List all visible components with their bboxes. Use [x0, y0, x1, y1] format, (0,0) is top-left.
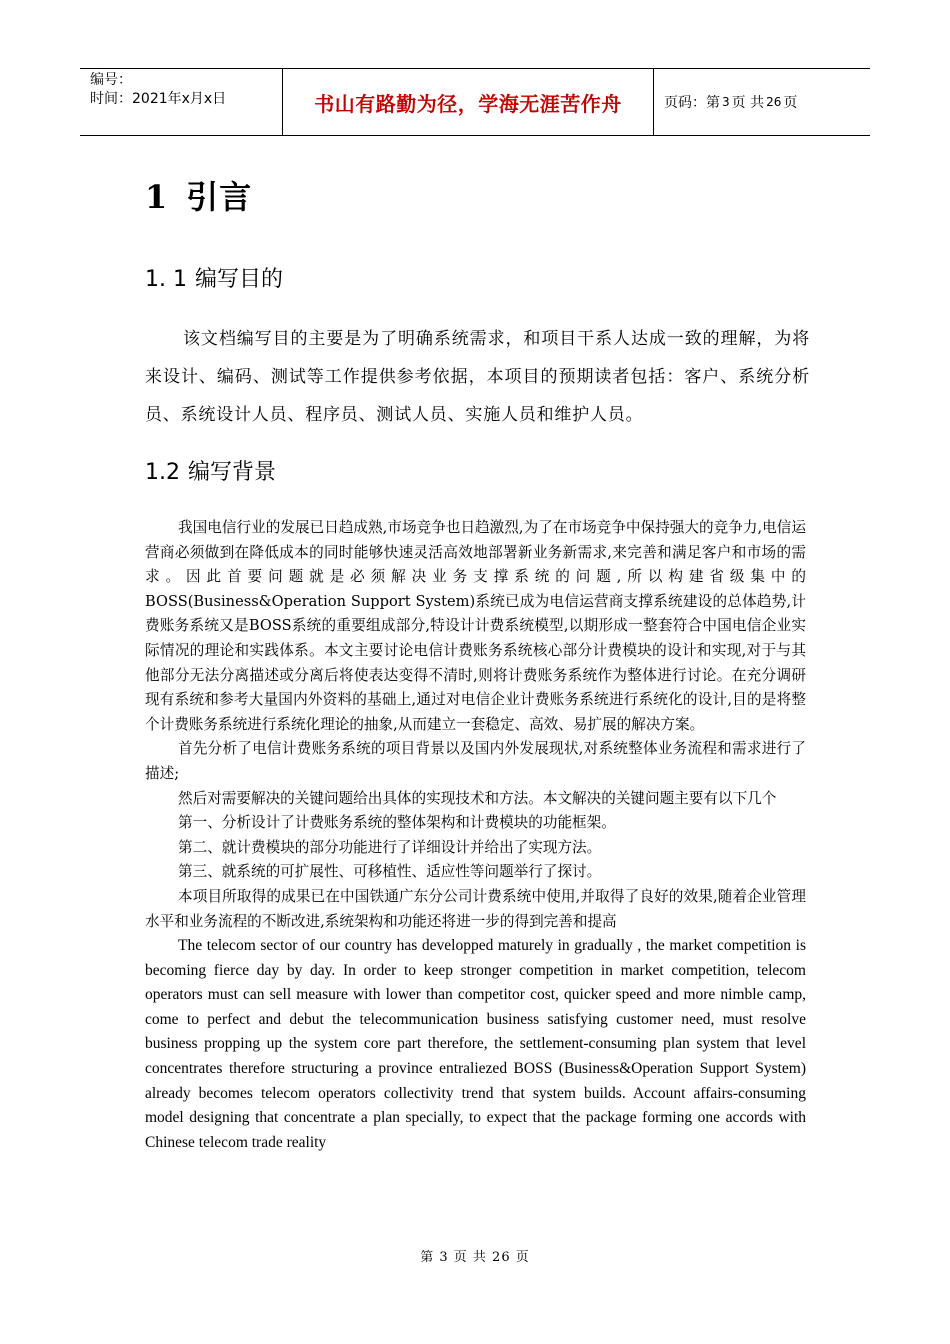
section-number: 1. 1: [145, 267, 187, 292]
background-paragraph: 第二、就计费模块的部分功能进行了详细设计并给出了实现方法。: [178, 838, 602, 856]
page-prefix: 页码：第: [664, 95, 720, 111]
section-heading-background: [145, 455, 276, 486]
header-page-info: [654, 69, 870, 135]
section-number: 1.2: [145, 460, 180, 485]
page-mid: 页 共: [731, 95, 765, 111]
background-paragraph: 第一、分析设计了计费账务系统的整体架构和计费模块的功能框架。: [178, 814, 616, 832]
section-title: 编写背景: [188, 460, 277, 485]
background-body: [145, 516, 806, 1155]
page-footer: 第 3 页 共 26 页: [420, 1250, 530, 1265]
header-motto: 书山有路勤为径，学海无涯苦作舟: [282, 69, 654, 135]
purpose-paragraph: 该文档编写目的主要是为了明确系统需求，和项目干系人达成一致的理解，为将来设计、编码、测试等工作提供参考依据，本项目的预期读者包括：客户、系统分析员、系统设计人员、程序员、测试人员、实施人员和维护人员。: [145, 329, 810, 425]
background-paragraph: 我国电信行业的发展已日趋成熟,市场竞争也日趋激烈,为了在市场竞争中保持强大的竞争力,电信运营商必须做到在降低成本的同时能够快速灵活高效地部署新业务新需求,来完善和满足客户和市场的需求。因此首要问题就是必须解决业务支撑系统的问题,所以构建省级集中的BOSS(Business&Operation Support System)系统已成为电信运营商支撑系统建设的总体趋势,计费账务系统又是BOSS系统的重要组成部分,特设计计费系统模型,以期形成一整套符合中国电信企业实际情况的理论和实践体系。本文主要讨论电信计费账务系统核心部分计费模块的设计和实现,对于与其他部分无法分离描述或分离后将使表达变得不清时,则将计费账务系统作为整体进行讨论。在充分调研现有系统和参考大量国内外资料的基础上,通过对电信企业计费账务系统进行系统化的设计,目的是将整个计费账务系统进行系统化理论的抽象,从而建立一套稳定、高效、易扩展的解决方案。: [145, 519, 806, 733]
document-number-label: 编号：: [90, 72, 132, 88]
section-title: 编写目的: [194, 267, 283, 292]
header-table: [80, 68, 870, 136]
page-suffix: 页: [783, 95, 798, 111]
section-heading-purpose: [145, 262, 283, 293]
background-paragraph: 第三、就系统的可扩展性、可移植性、适应性等问题举行了探讨。: [178, 863, 602, 881]
chapter-title: 引言: [186, 178, 253, 216]
background-paragraph: 然后对需要解决的关键问题给出具体的实现技术和方法。本文解决的关键问题主要有以下几个: [178, 789, 777, 807]
background-paragraph: 本项目所取得的成果已在中国铁通广东分公司计费系统中使用,并取得了良好的效果,随着企业管理水平和业务流程的不断改进,系统架构和功能还将进一步的得到完善和提高: [145, 887, 806, 930]
background-paragraph: 首先分析了电信计费账务系统的项目背景以及国内外发展现状,对系统整体业务流程和需求进行了描述;: [145, 740, 806, 782]
document-time-label: 时间：2021年x月x日: [90, 91, 227, 107]
chapter-number: 1: [145, 178, 169, 216]
english-paragraph: The telecom sector of our country has developped maturely in gradually , the market competition is becoming fierce day by day. In order to keep stronger competition in market competition, telecom operators must can sell measure with lower than competitor cost, quicker speed and more nimble camp, come to perfect and debut the telecommunication business satisfying customer need, must resolve business propping up the system core part therefore, the settlement-consuming plan system that level concentrates therefore structuring a province entraliezed BOSS (Business&Operation Support System) already becomes telecom operators collectivity trend that system builds. Account affairs-consuming model designing that concentrate a plan specially, to expect that the package forming one accords with Chinese telecom trade reality: [145, 937, 806, 1151]
chapter-heading: [145, 172, 252, 218]
page-current: 3: [722, 95, 730, 109]
page-total: 26: [766, 95, 782, 109]
header-info-cell: [80, 69, 282, 135]
